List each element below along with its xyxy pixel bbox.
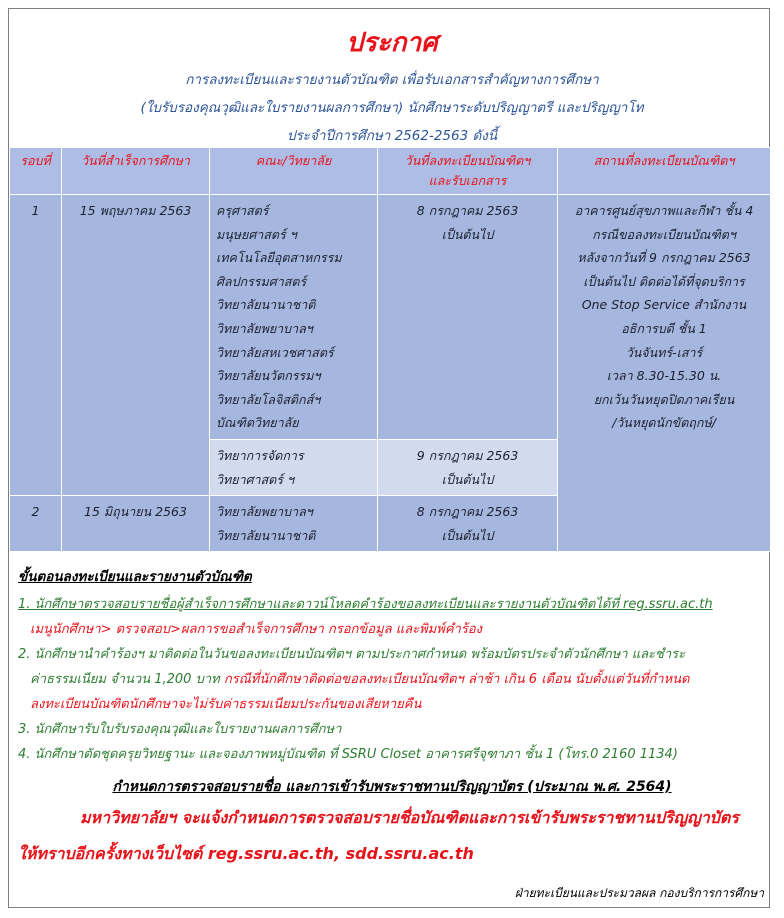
step-2-line-2 bbox=[18, 667, 768, 692]
header-reg-date bbox=[378, 148, 558, 195]
venue-line: ยกเว้นวันหยุดปิดภาคเรียน bbox=[593, 391, 735, 407]
venue-line: กรณีขอลงทะเบียนบัณฑิตฯ bbox=[592, 226, 736, 242]
list-item: ครุศาสตร์ bbox=[216, 203, 269, 218]
footer-department: ฝ่ายทะเบียนและประมวลผล กองบริการการศึกษา bbox=[514, 886, 764, 900]
round-1-number: 1 bbox=[10, 195, 62, 496]
reg-onward-text: เป็นต้นไป bbox=[441, 226, 494, 242]
step-1-line-1: 1. นักศึกษาตรวจสอบรายชื่อผู้สำเร็จการศึกษาและดาวน์โหลดคำร้องขอลงทะเบียนและรายงานตัวบัณฑิตได้ที่ reg.ssru.ac.th bbox=[18, 597, 713, 612]
round-1-grad-date: 15 พฤษภาคม 2563 bbox=[62, 195, 210, 496]
venue-line: อธิการบดี ชั้น 1 bbox=[621, 320, 707, 336]
list-item: บัณฑิตวิทยาลัย bbox=[216, 415, 299, 431]
table-header-row bbox=[10, 148, 771, 195]
header-reg-date-line-2: และรับเอกสาร bbox=[428, 173, 507, 188]
header-faculty: คณะ/วิทยาลัย bbox=[210, 148, 378, 195]
header-grad-date: วันที่สำเร็จการศึกษา bbox=[62, 148, 210, 195]
venue-cell bbox=[558, 195, 771, 552]
step-1-line-2: เมนูนักศึกษา> ตรวจสอบ>ผลการขอสำเร็จการศึกษา กรอกข้อมูล และพิมพ์คำร้อง bbox=[30, 622, 482, 637]
subtitle-line-2: (ใบรับรองคุณวุฒิและใบรายงานผลการศึกษา) นักศึกษาระดับปริญญาตรี และปริญญาโท bbox=[140, 100, 644, 116]
list-item: วิทยาศาสตร์ ฯ bbox=[216, 471, 295, 487]
subtitle-line-1: การลงทะเบียนและรายงานตัวบัณฑิต เพื่อรับเอกสารสำคัญทางการศึกษา bbox=[185, 72, 599, 88]
reg-onward-text: เป็นต้นไป bbox=[441, 471, 494, 487]
venue-line: หลังจากวันที่ 9 กรกฎาคม 2563 bbox=[577, 250, 751, 266]
venue-line: วันจันทร์-เสาร์ bbox=[625, 344, 703, 360]
step-3: 3. นักศึกษารับใบรับรองคุณวุฒิและใบรายงานผลการศึกษา bbox=[18, 722, 342, 737]
schedule-notice-line-1: มหาวิทยาลัยฯ จะแจ้งกำหนดการตรวจสอบรายชื่อบัณฑิตและการเข้ารับพระราชทานปริญญาบัตร bbox=[80, 808, 739, 827]
round-2-number: 2 bbox=[10, 496, 62, 552]
venue-line: One Stop Service สำนักงาน bbox=[581, 297, 747, 313]
round-2-reg-date bbox=[378, 496, 558, 552]
round-1-faculties-b bbox=[210, 439, 378, 495]
step-2-late-note: กรณีที่นักศึกษาติดต่อขอลงทะเบียนบัณฑิตฯ ล่าช้า เกิน 6 เดือน นับตั้งแต่วันที่กำหนด bbox=[223, 672, 690, 687]
list-item: เทคโนโลยีอุตสาหกรรม bbox=[216, 250, 342, 266]
round-2-faculties bbox=[210, 496, 378, 552]
schedule-heading: กำหนดการตรวจสอบรายชื่อ และการเข้ารับพระราชทานปริญญาบัตร (ประมาณ พ.ศ. 2564) bbox=[112, 779, 672, 795]
schedule-notice-line-2: ให้ทราบอีกครั้งทางเว็บไซต์ reg.ssru.ac.th, sdd.ssru.ac.th bbox=[18, 844, 474, 863]
step-2-fee: ค่าธรรมเนียม จำนวน 1,200 บาท bbox=[30, 672, 224, 687]
registration-steps bbox=[18, 565, 768, 767]
registration-table bbox=[9, 147, 771, 552]
venue-line: อาคารศูนย์สุขภาพและกีฬา ชั้น 4 bbox=[574, 203, 754, 218]
round-2-grad-date: 15 มิถุนายน 2563 bbox=[62, 496, 210, 552]
reg-date-text: 8 กรกฎาคม 2563 bbox=[416, 203, 519, 218]
venue-line: /วันหยุดนักขัตฤกษ์/ bbox=[612, 415, 716, 431]
table-row bbox=[10, 195, 771, 440]
list-item: วิทยาลัยนวัตกรรมฯ bbox=[216, 368, 321, 384]
list-item: วิทยาลัยโลจิสติกส์ฯ bbox=[216, 391, 321, 407]
header-reg-date-line-1: วันที่ลงทะเบียนบัณฑิตฯ bbox=[404, 153, 531, 168]
round-1-reg-date-b bbox=[378, 439, 558, 495]
list-item: วิทยาลัยพยาบาลฯ bbox=[216, 504, 313, 520]
list-item: วิทยาลัยนานาชาติ bbox=[216, 527, 316, 543]
list-item: วิทยาลัยนานาชาติ bbox=[216, 297, 316, 313]
list-item: มนุษยศาสตร์ ฯ bbox=[216, 226, 297, 242]
steps-title: ขั้นตอนลงทะเบียนและรายงานตัวบัณฑิต bbox=[18, 569, 252, 585]
venue-line: เป็นต้นไป ติดต่อได้ที่จุดบริการ bbox=[583, 273, 745, 289]
header-round: รอบที่ bbox=[10, 148, 62, 195]
list-item: วิทยาลัยสหเวชศาสตร์ bbox=[216, 344, 334, 360]
venue-line: เวลา 8.30-15.30 น. bbox=[606, 368, 722, 384]
round-1-faculties-a bbox=[210, 195, 378, 440]
round-1-reg-date-a bbox=[378, 195, 558, 440]
reg-date-text: 8 กรกฎาคม 2563 bbox=[416, 504, 519, 520]
step-2-line-1: 2. นักศึกษานำคำร้องฯ มาติดต่อในวันขอลงทะเบียนบัณฑิตฯ ตามประกาศกำหนด พร้อมบัตรประจำตัวนักศึกษา และชำระ bbox=[18, 647, 686, 662]
step-2-line-3: ลงทะเบียนบัณฑิตนักศึกษาจะไม่รับค่าธรรมเนียมประกันของเสียหายคืน bbox=[30, 697, 422, 712]
step-4: 4. นักศึกษาตัดชุดครุยวิทยฐานะ และจองภาพหมู่บัณฑิต ที่ SSRU Closet อาคารศรีจุฑาภา ชั้น 1 (โทร.0 2160 1134) bbox=[18, 747, 678, 762]
announcement-title: ประกาศ bbox=[346, 28, 438, 58]
header-venue: สถานที่ลงทะเบียนบัณฑิตฯ bbox=[558, 148, 771, 195]
reg-onward-text: เป็นต้นไป bbox=[441, 527, 494, 543]
list-item: ศิลปกรรมศาสตร์ bbox=[216, 273, 307, 289]
subtitle-line-3: ประจำปีการศึกษา 2562-2563 ดังนี้ bbox=[286, 128, 498, 144]
list-item: วิทยาการจัดการ bbox=[216, 447, 304, 463]
list-item: วิทยาลัยพยาบาลฯ bbox=[216, 320, 313, 336]
reg-date-text: 9 กรกฎาคม 2563 bbox=[416, 447, 519, 463]
